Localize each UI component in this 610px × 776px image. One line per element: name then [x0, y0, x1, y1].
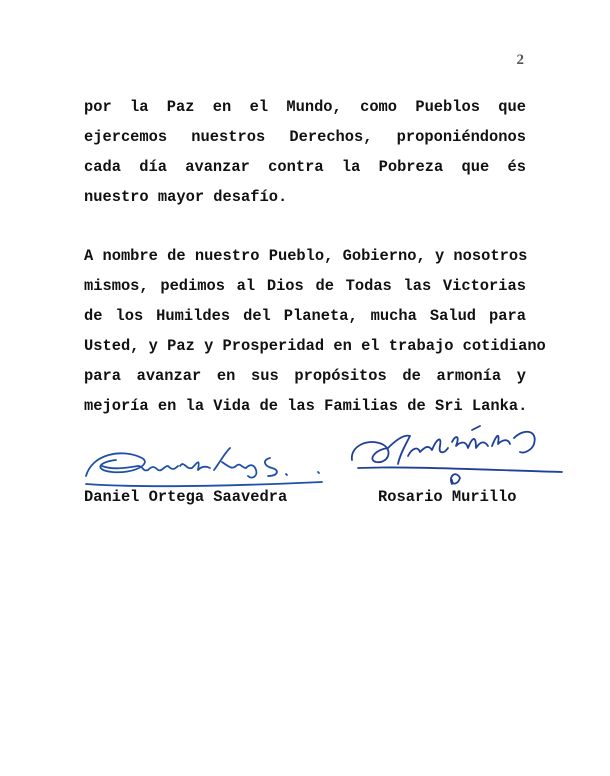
- ortega-signature: [82, 436, 332, 492]
- paragraph-2: [84, 241, 546, 421]
- paragraph-1: [84, 92, 526, 212]
- signatory-name-murillo: Rosario Murillo: [378, 488, 517, 506]
- paragraph-line: nuestro mayor desafío.: [84, 188, 288, 206]
- murillo-signature: [348, 420, 568, 490]
- paragraph-line: para avanzar en sus propósitos de armonía y: [84, 367, 526, 385]
- page-number: 2: [516, 52, 524, 68]
- paragraph-line: Usted, y Paz y Prosperidad en el trabajo cotidiano: [84, 337, 546, 355]
- paragraph-line: mejoría en la Vida de las Familias de Sri Lanka.: [84, 397, 528, 415]
- paragraph-line: A nombre de nuestro Pueblo, Gobierno, y nosotros: [84, 247, 528, 265]
- paragraph-line: por la Paz en el Mundo, como Pueblos que: [84, 98, 526, 116]
- signatory-name-ortega: Daniel Ortega Saavedra: [84, 488, 288, 506]
- paragraph-line: cada día avanzar contra la Pobreza que és: [84, 158, 526, 176]
- paragraph-line: ejercemos nuestros Derechos, proponiéndonos: [84, 128, 526, 146]
- paragraph-line: mismos, pedimos al Dios de Todas las Victorias: [84, 277, 526, 295]
- paragraph-line: de los Humildes del Planeta, mucha Salud para: [84, 307, 526, 325]
